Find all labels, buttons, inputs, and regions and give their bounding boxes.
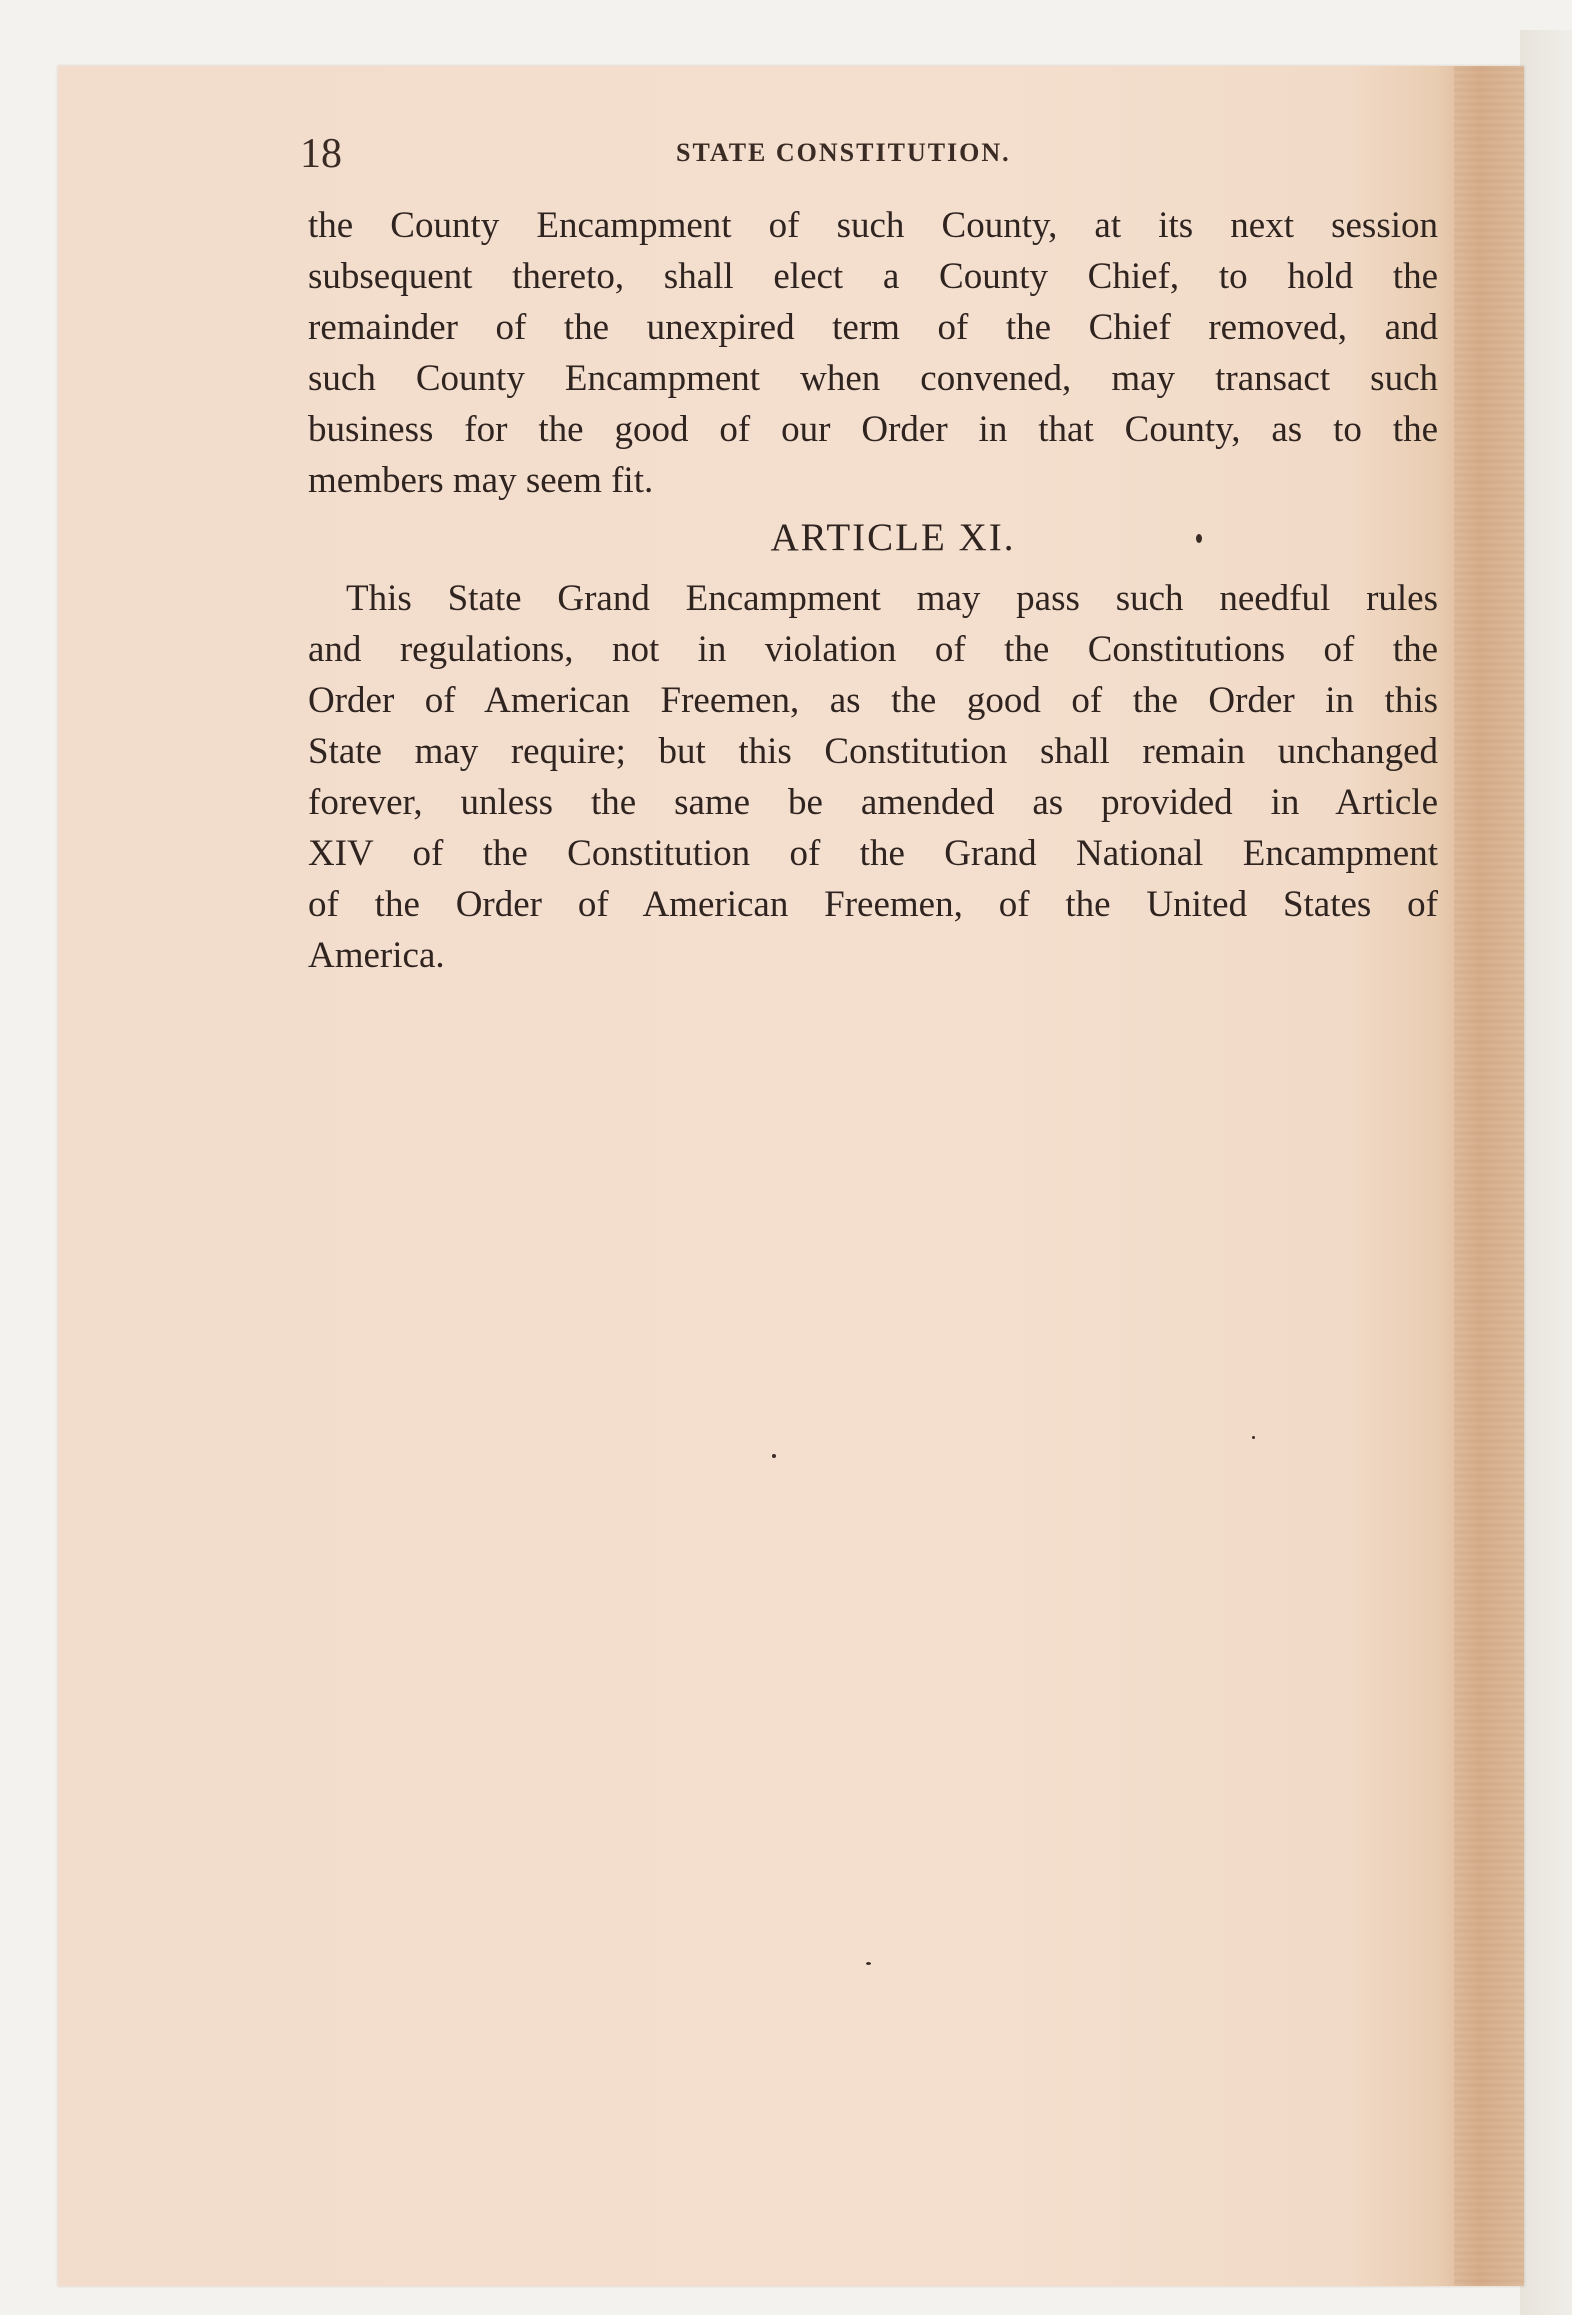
backing-sheet	[1520, 30, 1572, 2315]
page-edge-discoloration	[1454, 66, 1524, 2286]
text-line: such County Encampment when convened, may transact such	[308, 358, 1438, 399]
text-line: members may seem fit.	[308, 460, 654, 501]
text-line: business for the good of our Order in that County, as to the	[308, 409, 1438, 450]
text-line: This State Grand Encampment may pass such needful rules	[346, 578, 1438, 619]
page-number: 18	[300, 131, 342, 177]
running-title: STATE CONSTITUTION.	[676, 138, 1011, 167]
ink-speck	[772, 1454, 776, 1458]
text-line: Order of American Freemen, as the good of the Order in this	[308, 680, 1438, 721]
text-line: XIV of the Constitution of the Grand National Encampment	[308, 833, 1438, 874]
ink-speck	[866, 1962, 871, 1965]
text-line: America.	[308, 935, 445, 976]
body-text	[308, 200, 1438, 981]
text-line: forever, unless the same be amended as provided in Article	[308, 782, 1438, 823]
text-line: State may require; but this Constitution shall remain unchanged	[308, 731, 1438, 772]
ink-speck	[1196, 534, 1202, 543]
article-heading: ARTICLE XI.	[770, 516, 1016, 559]
running-header	[300, 130, 1080, 190]
text-line: the County Encampment of such County, at its next session	[308, 205, 1438, 246]
ink-speck	[1252, 1436, 1255, 1439]
text-line: and regulations, not in violation of the Constitutions of the	[308, 629, 1438, 670]
text-line: subsequent thereto, shall elect a County Chief, to hold the	[308, 256, 1438, 297]
text-line: remainder of the unexpired term of the Chief removed, and	[308, 307, 1438, 348]
text-line: of the Order of American Freemen, of the United States of	[308, 884, 1438, 925]
